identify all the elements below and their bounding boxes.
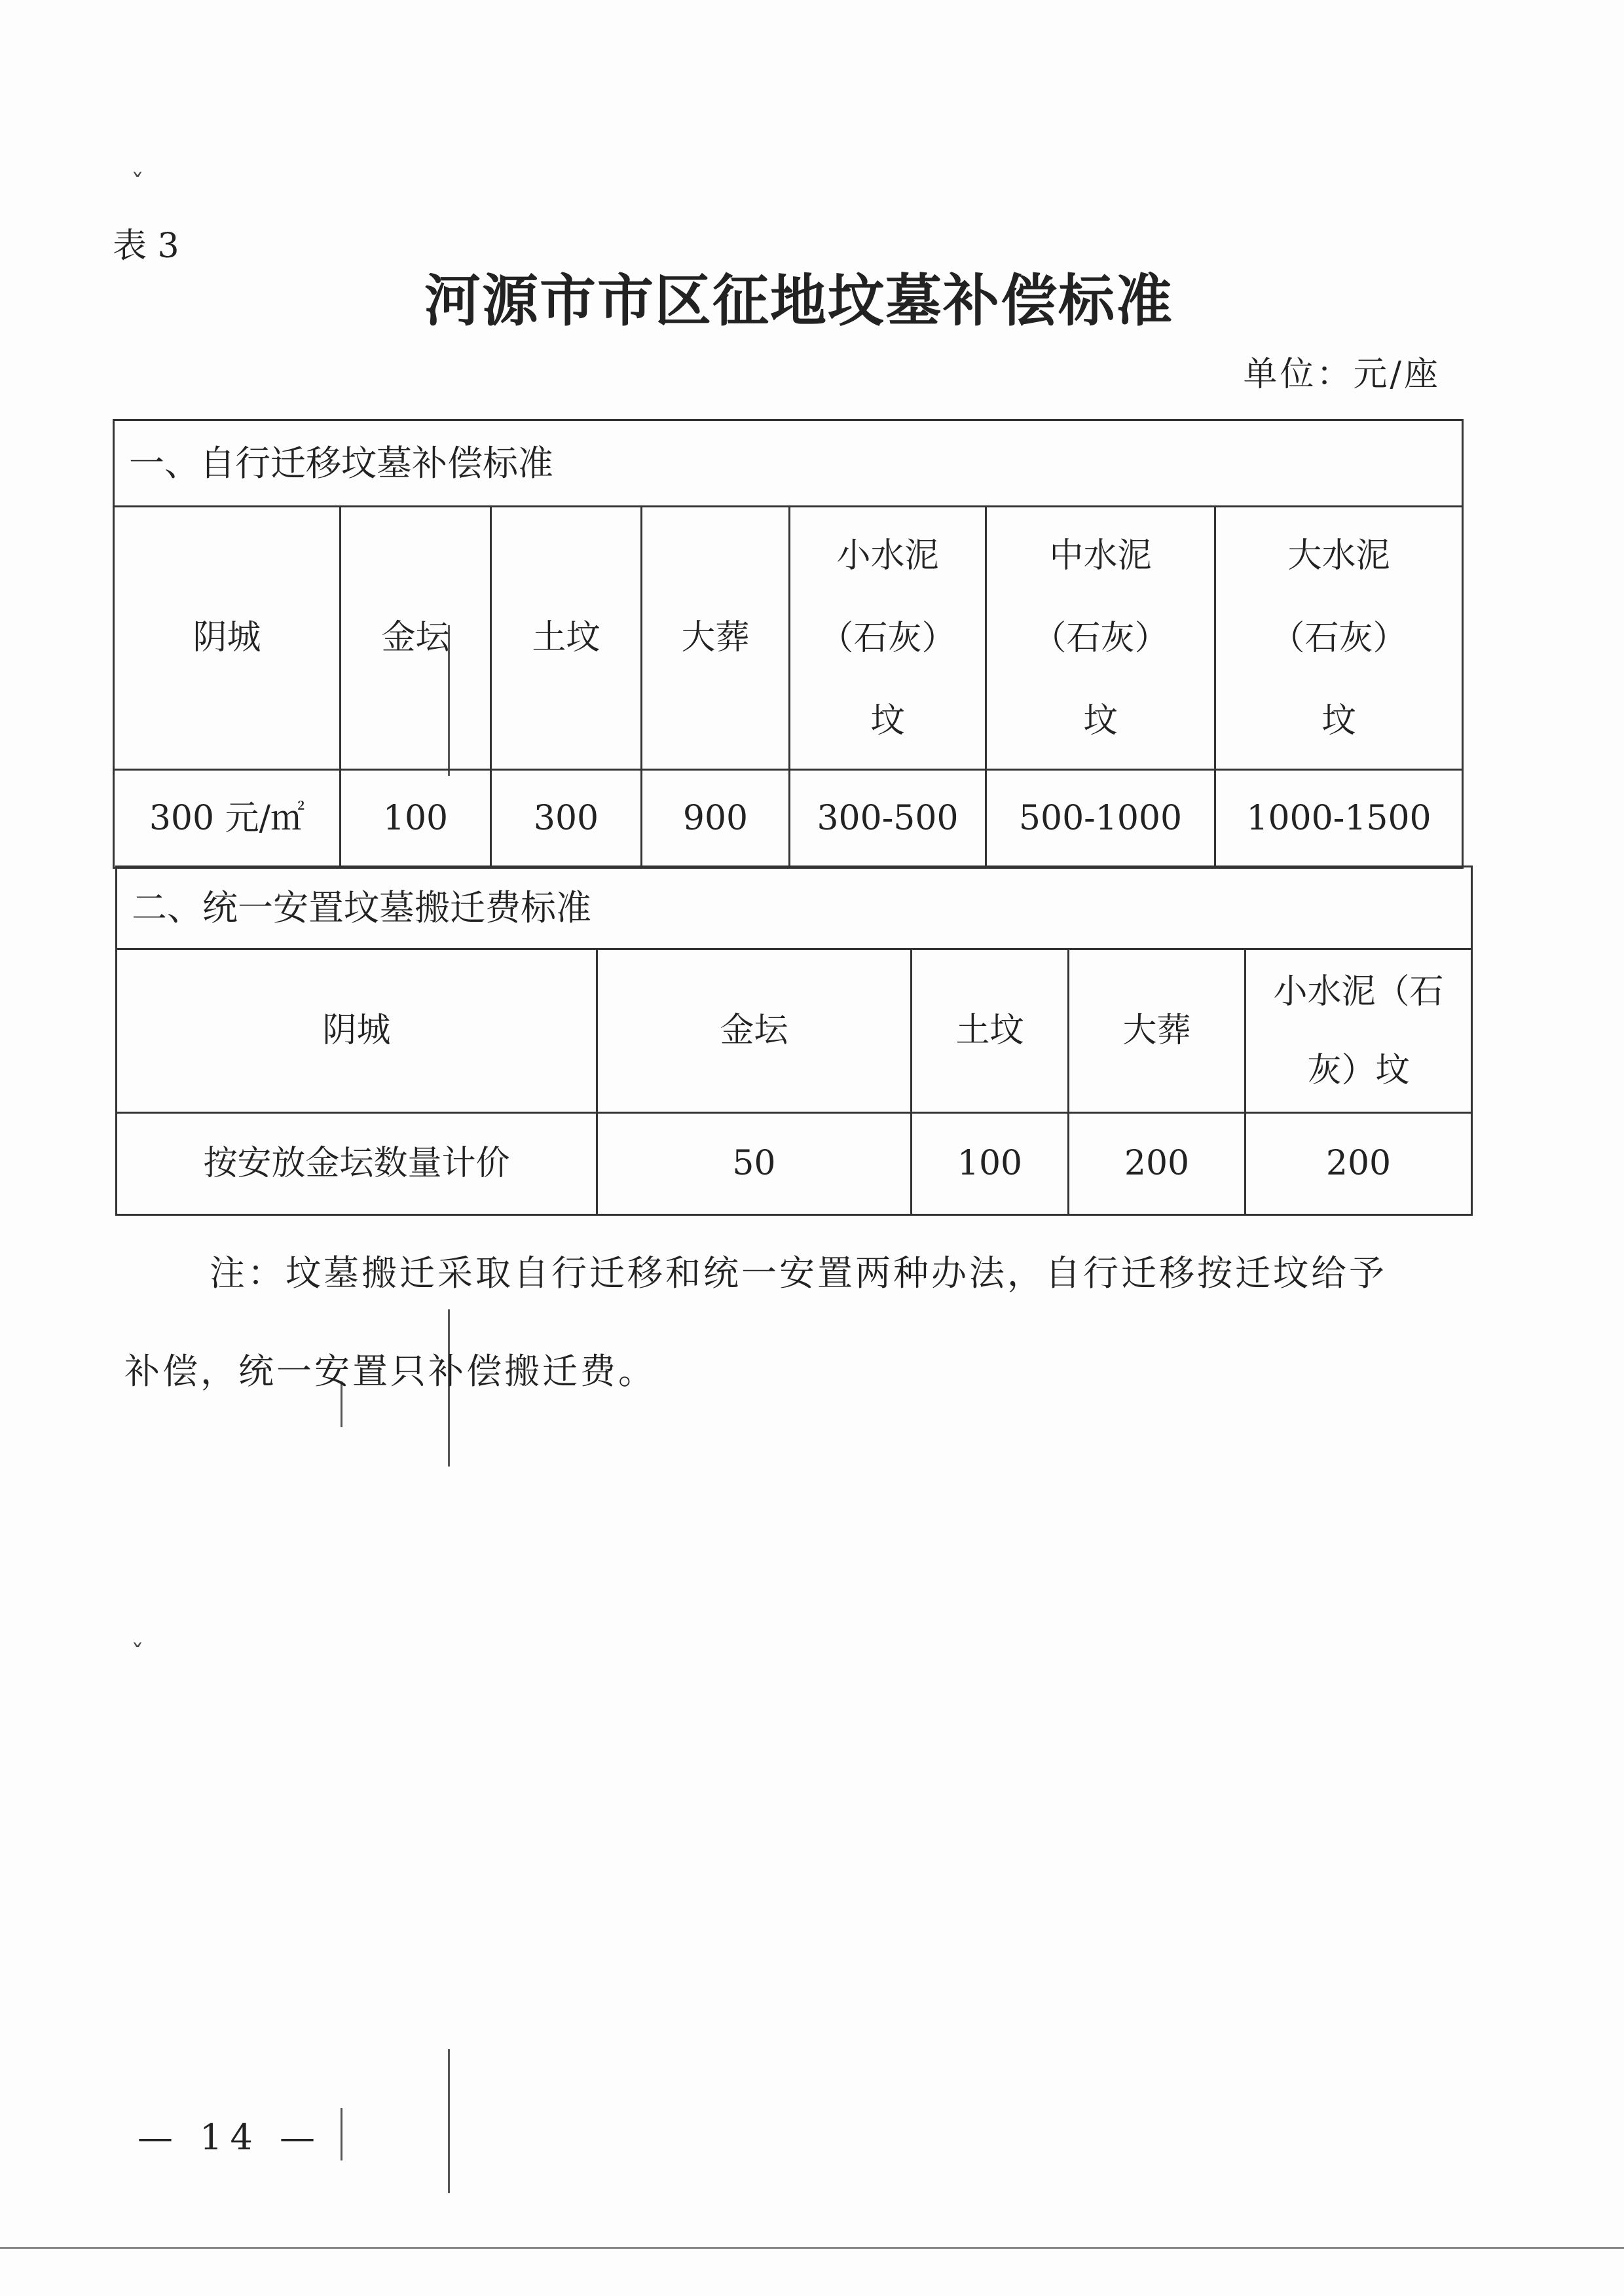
scan-line [448, 2049, 450, 2193]
value-cell: 300 [491, 770, 642, 868]
header-cell-yincheng: 阴城 [117, 949, 597, 1113]
value-cell: 300-500 [790, 770, 986, 868]
header-cell-jintan: 金坛 [597, 949, 912, 1113]
header-cell-small-cement: 小水泥（石 灰）坟 [1246, 949, 1472, 1113]
self-relocation-table [113, 419, 1464, 869]
value-cell: 50 [597, 1113, 912, 1215]
value-row [114, 770, 1463, 868]
value-cell: 100 [912, 1113, 1069, 1215]
document-title: 河源市市区征地坟墓补偿标准 [424, 268, 1173, 334]
header-cell-dazang: 大葬 [642, 507, 790, 770]
bottom-rule [0, 2247, 1624, 2249]
header-cell-jintan: 金坛 [341, 507, 491, 770]
value-cell: 100 [341, 770, 491, 868]
value-cell: 500-1000 [986, 770, 1215, 868]
section-title: 一、自行迁移坟墓补偿标准 [114, 420, 1463, 507]
header-row [114, 507, 1463, 770]
header-cell-medium-cement: 中水泥 （石灰） 坟 [986, 507, 1215, 770]
value-cell: 200 [1069, 1113, 1246, 1215]
scan-mark: ˇ [131, 1640, 144, 1670]
unified-resettlement-table [115, 866, 1473, 1216]
header-cell-large-cement: 大水泥 （石灰） 坟 [1215, 507, 1463, 770]
header-cell-small-cement: 小水泥 （石灰） 坟 [790, 507, 986, 770]
table-label: 表 3 [113, 227, 179, 266]
header-cell-tufen: 土坟 [491, 507, 642, 770]
value-cell: 按安放金坛数量计价 [117, 1113, 597, 1215]
unit-label: 单位：元/座 [1243, 355, 1441, 394]
header-row [117, 949, 1472, 1113]
value-cell: 900 [642, 770, 790, 868]
scan-line [341, 2108, 342, 2160]
header-cell-yincheng: 阴城 [114, 507, 341, 770]
page-number: — 14 — [138, 2117, 323, 2158]
value-cell: 300 元/㎡ [114, 770, 341, 868]
header-cell-tufen: 土坟 [912, 949, 1069, 1113]
value-row [117, 1113, 1472, 1215]
scan-mark: ˇ [131, 170, 144, 200]
note-paragraph: 注：坟墓搬迁采取自行迁移和统一安置两种办法，自行迁移按迁坟给予补偿，统一安置只补偿搬迁费。 [124, 1252, 1387, 1392]
value-cell: 200 [1246, 1113, 1472, 1215]
section-title: 二、统一安置坟墓搬迁费标准 [117, 867, 1472, 949]
value-cell: 1000-1500 [1215, 770, 1463, 868]
header-cell-dazang: 大葬 [1069, 949, 1246, 1113]
